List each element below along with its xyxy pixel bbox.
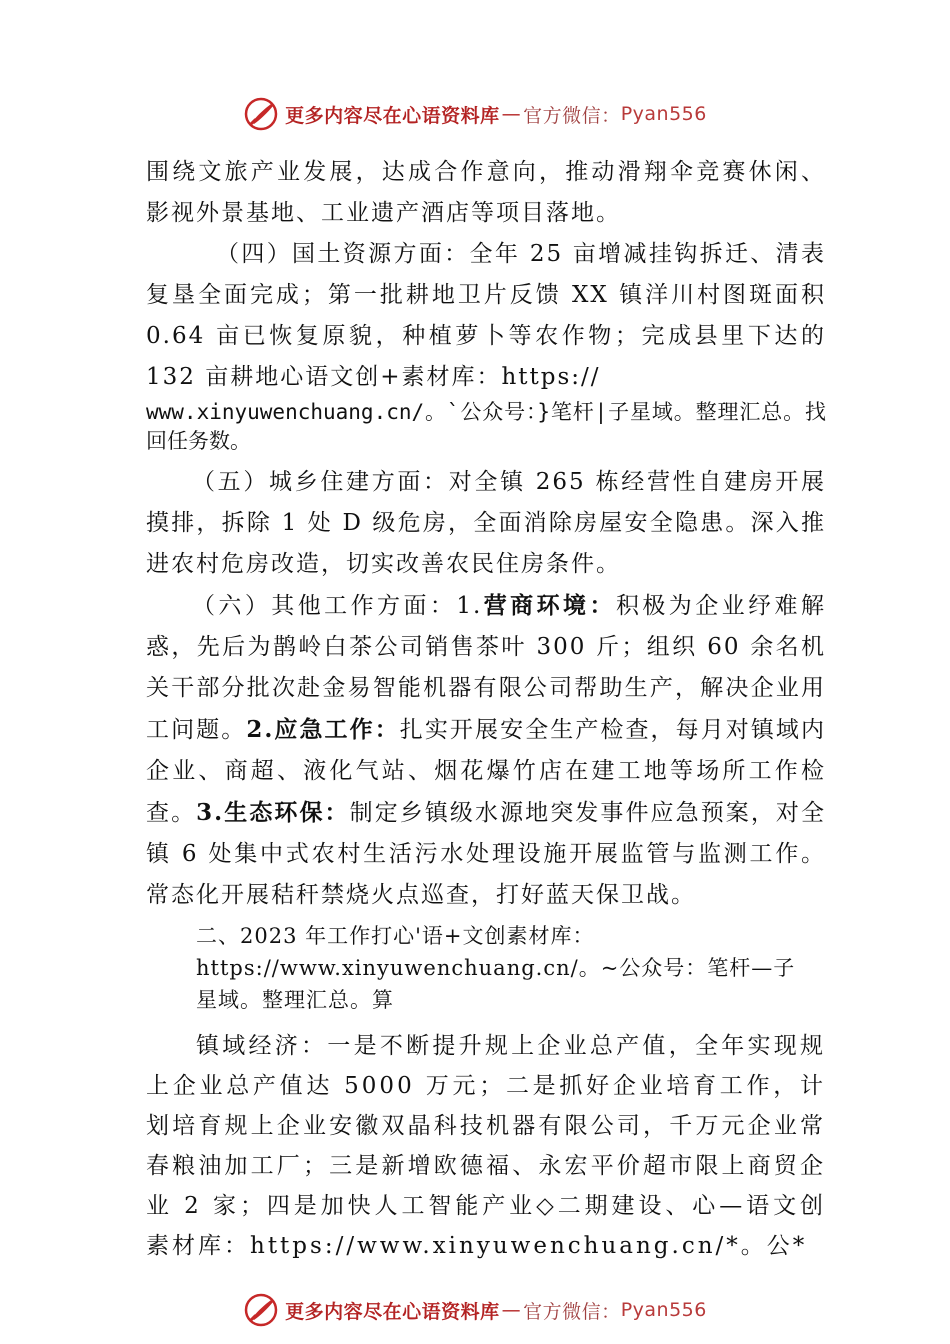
paragraph-land-resources: （四）国土资源方面：全年 25 亩增减挂钩拆迁、清表复垦全面完成；第一批耕地卫片反馈 XX 镇洋川村图斑面积 0.64 亩已恢复原貌，种植萝卜等农作物；完成县里下达的 132 亩耕地心语文创+素材库：https:// [146, 241, 826, 390]
other-work-intro: （六）其他工作方面：1. [192, 593, 483, 619]
banner-wechat-label: 官方微信： [523, 104, 621, 127]
plan-heading-line-2: https://www.xinyuwenchuang.cn/。~公众号：笔杆—子 [196, 956, 796, 980]
paragraph-urban-rural-housing: （五）城乡住建方面：对全镇 265 栋经营性自建房开展摸排，拆除 1 处 D 级危房，全面消除房屋安全隐患。深入推进农村危房改造，切实改善农民住房条件。 [146, 469, 826, 577]
section-2023-plan-heading [146, 920, 826, 1016]
heading-eco-protection: 3.生态环保： [196, 799, 350, 826]
banner-text: 更多内容尽在心语资料库 [285, 1300, 500, 1323]
banner-separator: — [501, 1299, 522, 1321]
heading-emergency-work: 2.应急工作： [246, 716, 400, 743]
paragraph-town-economy: 镇域经济：一是不断提升规上企业总产值，全年实现规上企业总产值达 5000 万元；二是抓好企业培育工作，计划培育规上企业安徽双晶科技机器有限公司，千万元企业常春粮油加工厂；三是新增欧德福、永宏平价超市限上商贸企业 2 家；四是加快人工智能产业◇二期建设、心—语文创素材库：https://www.xinyuwenchuang.cn/*。公* [146, 1033, 826, 1259]
document-body [146, 150, 826, 1266]
text-eco-protection: 制定乡镇级水源地突发事件应急预案，对全镇 6 处集中式农村生活污水处理设施开展监管与监测工作。常态化开展秸秆禁烧火点巡查，打好蓝天保卫战。 [146, 800, 826, 908]
paragraph-land-resources-link: www.xinyuwenchuang.cn/。`公众号：}笔杆|子星域。整理汇总。找回任务数。 [146, 400, 826, 453]
header-watermark-banner [0, 94, 950, 134]
banner-separator: — [501, 103, 522, 125]
brush-logo-icon [243, 96, 279, 132]
plan-heading-line-1: 二、2023 年工作打心'语+文创素材库： [196, 924, 595, 948]
paragraph-other-work [146, 585, 826, 916]
text-emergency-work: 扎实开展安全生产检查，每月对镇域内企业、商超、液化气站、烟花爆竹店在建工地等场所工作检查。 [146, 717, 827, 826]
plan-heading-line-3: 星域。整理汇总。算 [196, 988, 394, 1012]
banner-wechat-id: Pyan556 [620, 1299, 707, 1321]
banner-wechat-id: Pyan556 [620, 103, 707, 125]
paragraph-culture-tourism: 围绕文旅产业发展，达成合作意向，推动滑翔伞竞赛休闲、 影视外景基地、工业遗产酒店等项目落地。 [146, 159, 826, 226]
footer-watermark-banner [0, 1290, 950, 1330]
banner-text: 更多内容尽在心语资料库 [285, 104, 500, 127]
banner-wechat-label: 官方微信： [523, 1300, 621, 1323]
heading-business-environment: 营商环境： [482, 592, 616, 619]
brush-logo-icon [243, 1292, 279, 1328]
text-business-environment: 积极为企业纾难解惑，先后为鹊岭白茶公司销售茶叶 300 斤；组织 60 余名机关干部分批次赴金易智能机器有限公司帮助生产，解决企业用工问题。 [146, 593, 826, 743]
